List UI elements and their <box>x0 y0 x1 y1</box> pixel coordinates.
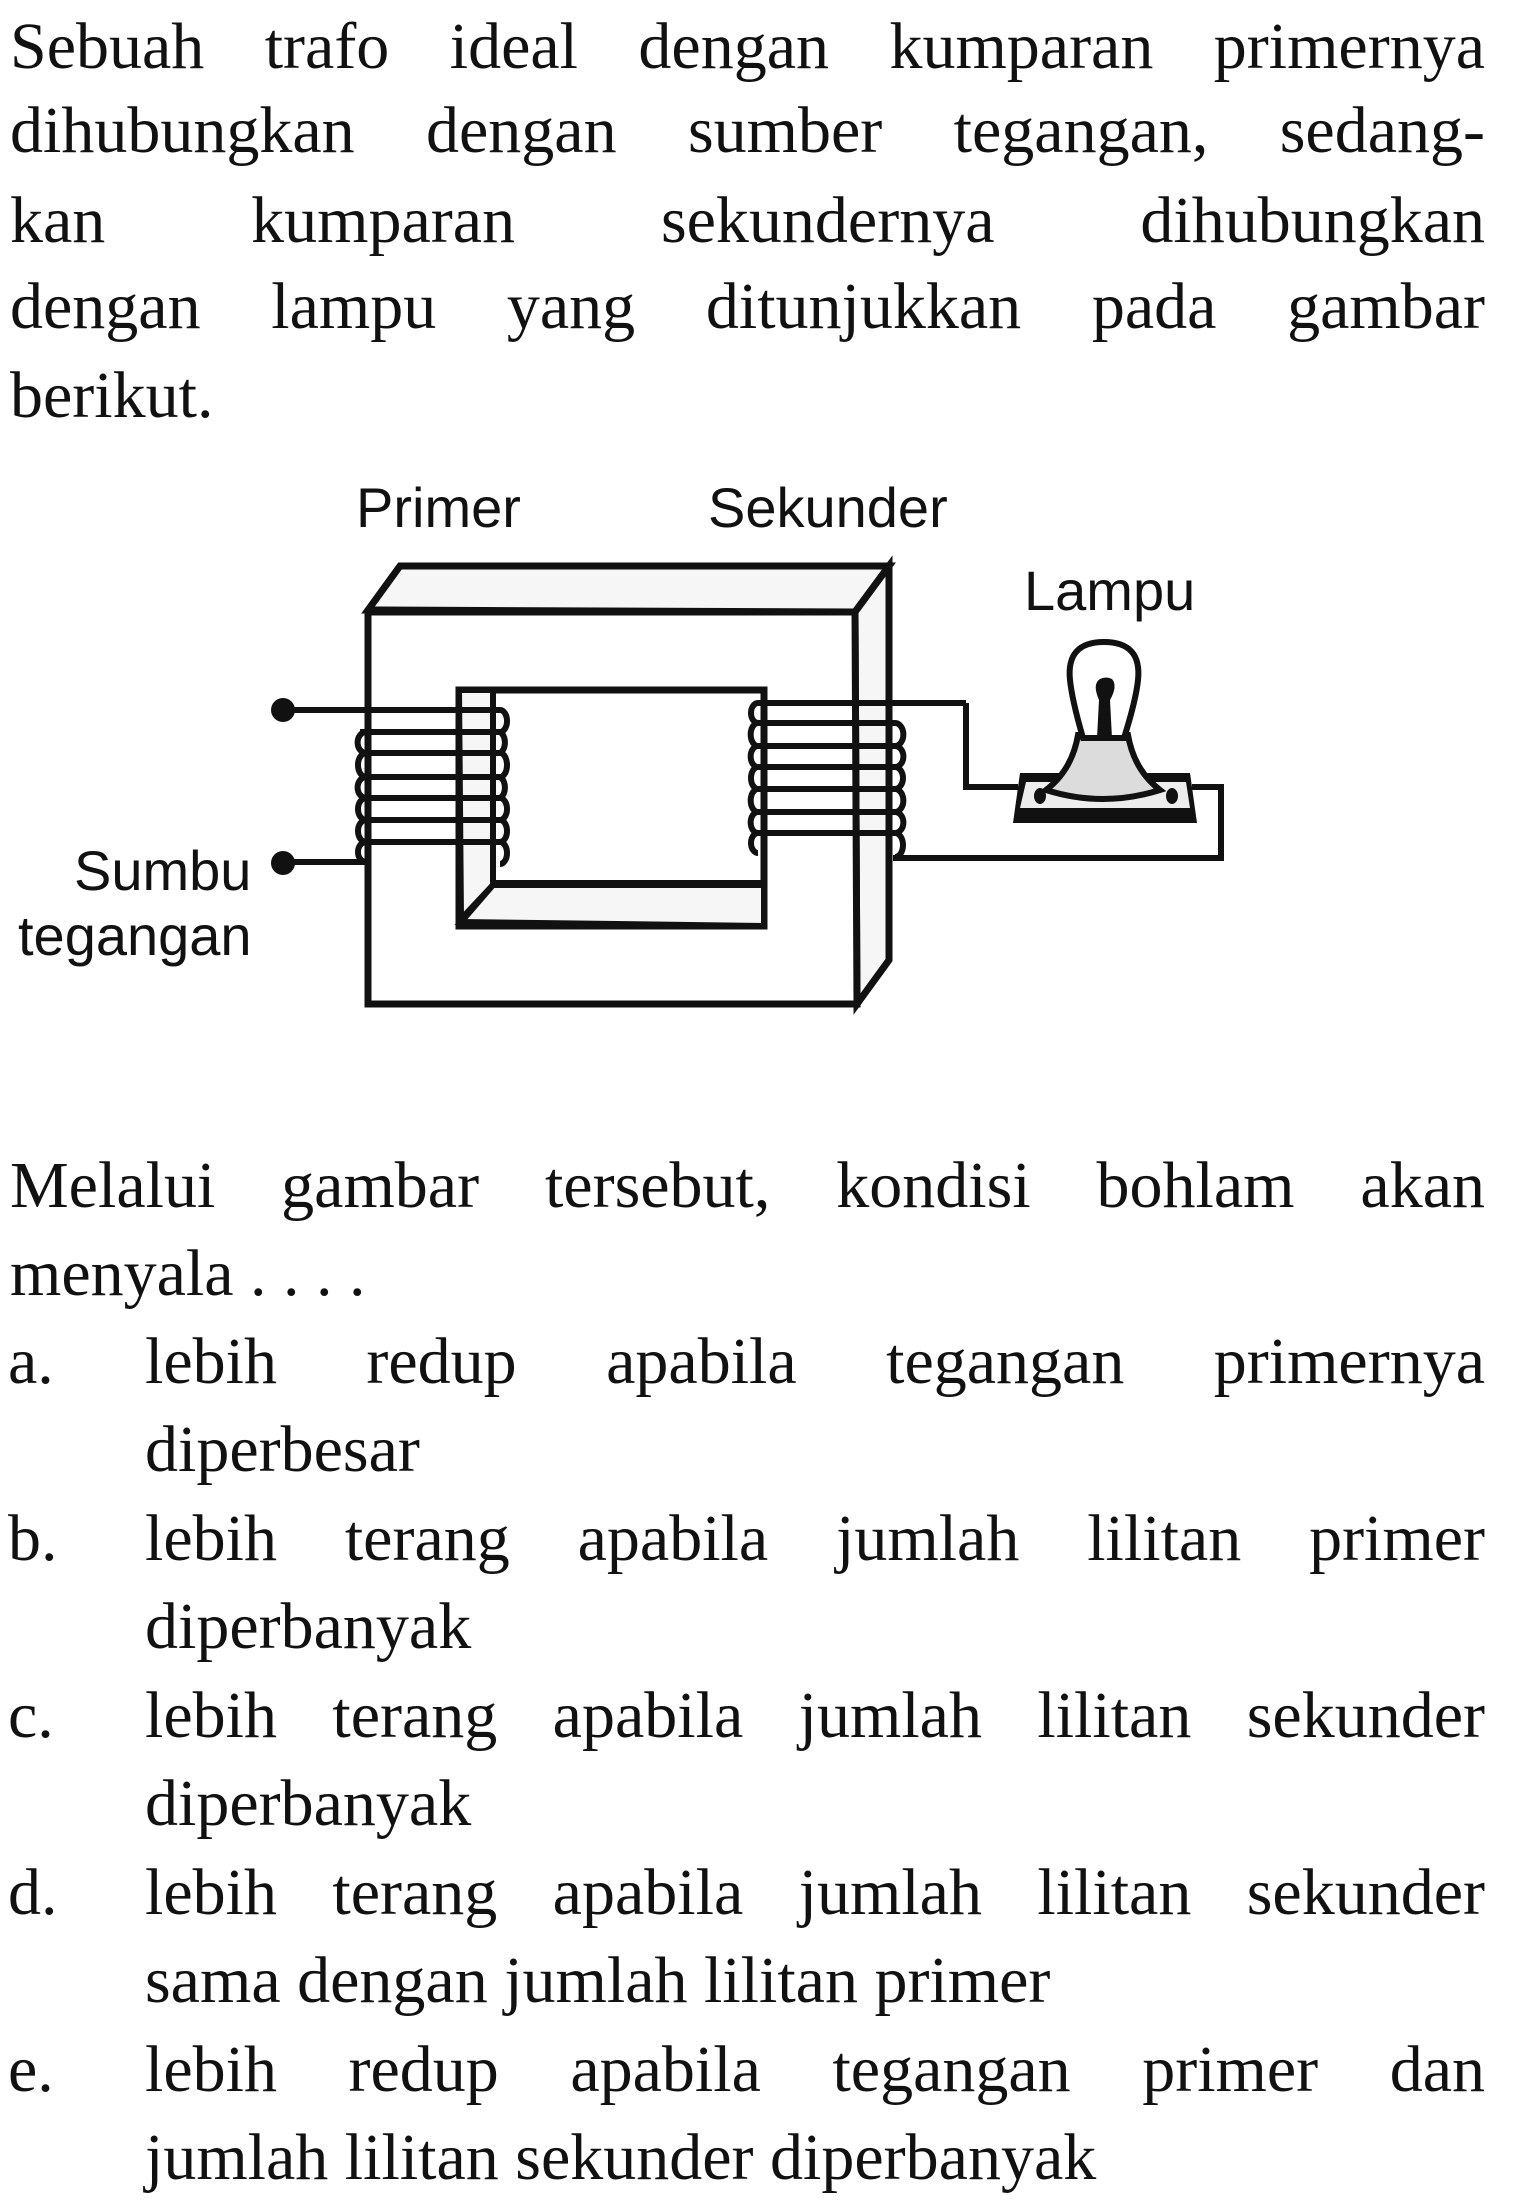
intro-line: dengan lampu yang ditunjukkan pada gambar <box>10 270 1485 343</box>
core-top-face <box>368 566 889 612</box>
option-text: lebih redup apabila tegangan primernya <box>145 1325 1485 1398</box>
core-window-left-depth <box>459 690 493 919</box>
lamp-socket <box>1046 735 1160 799</box>
core-window-bottom-depth <box>461 885 764 926</box>
option-text: diperbanyak <box>145 1767 472 1840</box>
option-letter: b. <box>8 1502 58 1575</box>
option-text: diperbanyak <box>145 1590 472 1663</box>
intro-line: dihubungkan dengan sumber tegangan, sedang- <box>10 94 1485 167</box>
option-text: lebih redup apabila tegangan primer dan <box>145 2033 1485 2106</box>
lamp-icon <box>1013 642 1197 823</box>
option-letter: e. <box>8 2033 54 2106</box>
question-line: menyala . . . . <box>10 1237 366 1310</box>
option-text: diperbesar <box>145 1413 420 1486</box>
label-primer: Primer <box>356 476 521 539</box>
option-text: lebih terang apabila jumlah lilitan sekunder <box>145 1679 1485 1752</box>
option-letter: c. <box>8 1679 54 1752</box>
core-front-face <box>368 612 857 1004</box>
option-text: lebih terang apabila jumlah lilitan primer <box>145 1502 1485 1575</box>
terminal-dot-top <box>271 698 295 722</box>
option-text: lebih terang apabila jumlah lilitan sekunder <box>145 1856 1485 1929</box>
question-line: Melalui gambar tersebut, kondisi bohlam akan <box>10 1149 1485 1222</box>
label-lampu: Lampu <box>1024 559 1196 622</box>
option-text: jumlah lilitan sekunder diperbanyak <box>145 2121 1097 2194</box>
option-text: sama dengan jumlah lilitan primer <box>145 1944 1051 2017</box>
option-letter: a. <box>8 1325 54 1398</box>
label-sumbu: Sumbu <box>74 839 252 902</box>
intro-line: Sebuah trafo ideal dengan kumparan primernya <box>10 10 1485 83</box>
option-letter: d. <box>8 1856 58 1929</box>
intro-line: berikut. <box>10 359 214 432</box>
terminal-dot-bottom <box>271 851 295 875</box>
label-tegangan: tegangan <box>18 904 252 967</box>
intro-line: kan kumparan sekundernya dihubungkan <box>10 184 1485 257</box>
label-sekunder: Sekunder <box>708 476 948 539</box>
